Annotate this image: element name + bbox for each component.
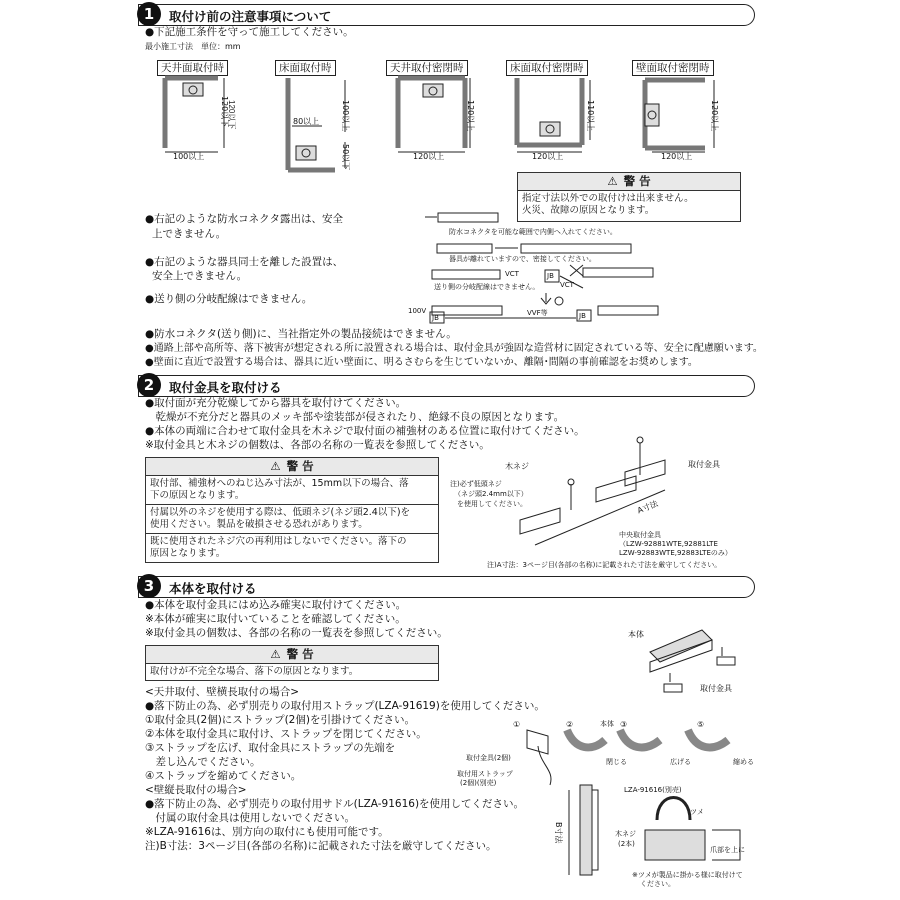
- diagram-label-ceiling: 天井面取付時: [157, 60, 228, 76]
- warning-line: 取付けが不完全な場合、落下の原因となります。: [150, 666, 359, 677]
- note-a: 注)A寸法：3ページ目(各部の名称)に記載された寸法を厳守してください。: [487, 561, 722, 569]
- step-body: 本体: [600, 720, 614, 728]
- step-close: 閉じる: [606, 758, 627, 766]
- min-dimension-label: 最小施工寸法 単位：mm: [145, 42, 241, 51]
- ceiling-heading: <天井取付、壁横長取付の場合>: [145, 686, 300, 698]
- dim-d2-a: 80以上: [293, 117, 320, 126]
- fig3-screw: 木ネジ: [615, 830, 636, 838]
- warning-line: 指定寸法以外での取付けは出来ません。: [522, 193, 694, 204]
- diagram-label-ceiling-sealed: 天井取付密閉時: [386, 60, 468, 76]
- fig-note: 送り側の分岐配線はできません。: [434, 283, 540, 291]
- section-2-header: [138, 375, 755, 397]
- dim-d1-h: 120以下: [227, 100, 236, 130]
- s3-line: ※本体が確実に取付いていることを確認してください。: [145, 613, 406, 625]
- dim-d3-w: 120以上: [413, 152, 445, 161]
- fig-center: （LZW-92881WTE,92881LTE: [619, 540, 718, 548]
- ceiling-line: 差し込んでください。: [145, 756, 261, 768]
- wall-line: 付属の取付金具は使用しないでください。: [145, 812, 355, 824]
- fig-label-100v: 100V: [408, 307, 427, 315]
- section-number: 2: [137, 373, 161, 397]
- warning-title: ⚠ 警 告: [146, 458, 438, 476]
- fig-center: 中央取付金具: [619, 531, 661, 539]
- fig3-b-dim: B寸法: [554, 822, 563, 844]
- fig3-arrow: 爪部を上に: [710, 846, 745, 854]
- ceiling-line: ●落下防止の為、必ず別売りの取付用ストラップ(LZA-91619)を使用してください。: [145, 700, 545, 712]
- step-strap: (2個)(別売): [460, 779, 497, 787]
- s3-line: ●本体を取付金具にはめ込み確実に取付けてください。: [145, 599, 407, 611]
- s2-line: ※取付金具と木ネジの個数は、各部の名称の一覧表を参照してください。: [145, 439, 490, 451]
- fig3-note: ください。: [640, 880, 675, 888]
- fig-center: LZW-92883WTE,92883LTEのみ）: [619, 549, 732, 557]
- dim-d1-h-text: 120以下: [220, 96, 229, 128]
- bullet-line: 上できません。: [152, 228, 227, 240]
- dim-d4-h: 110以上: [586, 100, 595, 132]
- ceiling-line: ①取付金具(2個)にストラップ(2個)を引掛けてください。: [145, 714, 415, 726]
- step-num: ③: [620, 720, 628, 729]
- dim-d4-w: 120以上: [532, 152, 564, 161]
- dim-d2-b: 100以上: [341, 100, 350, 132]
- step-bracket: 取付金具(2個): [466, 754, 511, 762]
- diagram-label-wall-sealed: 壁面取付密閉時: [632, 60, 714, 76]
- warning-row: 取付部、補強材へのねじ込み寸法が、15mm以下の場合、落 下の原因となります。: [146, 476, 438, 505]
- step-num: ①: [513, 720, 521, 729]
- step-shrink: 縮める: [733, 758, 754, 766]
- dim-d2-c: 50以下: [341, 144, 350, 171]
- s2-line: 乾燥が不充分だと器具のメッキ部や塗装部が侵されたり、絶縁不良の原因となります。: [145, 411, 565, 423]
- warning-triangle-icon: ⚠: [270, 459, 281, 473]
- fig-label-vct-2: VCT: [560, 281, 574, 289]
- section-title: 本体を取付ける: [169, 581, 257, 596]
- wall-line: ※LZA-91616は、別方向の取付にも使用可能です。: [145, 826, 389, 838]
- warning-box-2: [145, 457, 439, 563]
- fig-dim-a: A寸法: [636, 498, 660, 516]
- warning-title: ⚠ 警 告: [146, 646, 438, 664]
- section-number: 3: [137, 574, 161, 598]
- fig-label-vvf: VVF等: [527, 309, 548, 317]
- step-strap: 取付用ストラップ: [457, 770, 513, 778]
- fig-label-jb: JB: [547, 272, 554, 280]
- fig-label-vct: VCT: [505, 270, 519, 278]
- wall-line: 注)B寸法：3ページ目(各部の名称)に記載された寸法を厳守してください。: [145, 840, 497, 852]
- section-title: 取付金具を取付ける: [169, 380, 282, 395]
- fig3-screw: (2本): [618, 840, 635, 848]
- fig-bracket: 取付金具: [688, 460, 720, 469]
- warning-line: 火災、故障の原因となります。: [522, 205, 655, 216]
- wall-heading: <壁縦長取付の場合>: [145, 784, 247, 796]
- warning-row: 付属以外のネジを使用する際は、低頭ネジ(ネジ頭2.4以下)を 使用ください。製品を破損させる恐れがあります。: [146, 505, 438, 534]
- section-number: 1: [137, 2, 161, 26]
- warning-title: ⚠ 警 告: [518, 173, 740, 191]
- intro-text: ●下記施工条件を守って施工してください。: [145, 26, 354, 38]
- warning-row: 既に使用されたネジ穴の再利用はしないでください。落下の 原因となります。: [150, 536, 407, 559]
- section-title: 取付け前の注意事項について: [169, 9, 332, 24]
- warning-triangle-icon: ⚠: [270, 647, 281, 661]
- warning-triangle-icon: ⚠: [607, 174, 618, 188]
- fig-wood-screw: 木ネジ: [505, 462, 529, 471]
- note-line: ●壁面に直近で設置する場合は、器具に近い壁面に、明るさむらを生じていないか、離隔･間隔の事前確認をお奨めします。: [145, 357, 698, 368]
- bullet-line: ●送り側の分岐配線はできません。: [145, 293, 313, 305]
- fig-note: （ネジ頭2.4mm以下）: [454, 490, 528, 498]
- warning-box-1: [517, 172, 741, 222]
- dim-d3-h: 120以上: [466, 100, 475, 132]
- s2-line: ●取付面が充分乾燥してから器具を取付けてください。: [145, 397, 407, 409]
- dim-d5-h: 120以上: [710, 100, 719, 132]
- fig-note: を使用してください。: [457, 500, 527, 508]
- dim-d5-w: 120以上: [661, 152, 693, 161]
- dim-d1-w: 100以上: [173, 152, 205, 161]
- wall-line: ●落下防止の為、必ず別売りの取付用サドル(LZA-91616)を使用してください。: [145, 798, 525, 810]
- ceiling-line: ③ストラップを広げ、取付金具にストラップの先端を: [145, 742, 396, 754]
- fig-note: 注)必ず低頭ネジ: [450, 480, 502, 488]
- ceiling-line: ④ストラップを縮めてください。: [145, 770, 302, 782]
- fig-body: 本体: [628, 630, 644, 639]
- warning-box-3: [145, 645, 439, 681]
- ceiling-line: ②本体を取付金具に取付け、ストラップを閉じてください。: [145, 728, 427, 740]
- fig-note: 防水コネクタを可能な範囲で内側へ入れてください。: [449, 228, 617, 236]
- section-3-header: [138, 576, 755, 598]
- diagram-label-floor: 床面取付時: [275, 60, 336, 76]
- step-num: ②: [566, 720, 574, 729]
- fig-label-jb-3: JB: [579, 312, 586, 320]
- s2-line: ●本体の両端に合わせて取付金具を木ネジで取付面の補強材のある位置に取付けてください。: [145, 425, 585, 437]
- note-line: ●防水コネクタ(送り側)に、当社指定外の製品接続はできません。: [145, 328, 457, 340]
- bullet-line: ●右記のような器具同士を離した設置は、: [145, 256, 344, 268]
- bullet-line: 安全上できません。: [152, 270, 248, 282]
- diagram-label-floor-sealed: 床面取付密閉時: [506, 60, 588, 76]
- step-num: ⑤: [697, 720, 705, 729]
- step-spread: 広げる: [670, 758, 691, 766]
- fig-bracket-2: 取付金具: [700, 684, 732, 693]
- note-line: ●通路上部や高所等、落下被害が想定される所に設置される場合は、取付金具が強固な造営材に固定されている等、安全に配慮願います。: [145, 343, 763, 354]
- fig-label-jb-2: JB: [432, 314, 439, 322]
- fig3-note: ※ツメが製品に掛かる様に取付けて: [632, 871, 743, 879]
- fig3-tsume: ツメ: [690, 808, 704, 816]
- s3-line: ※取付金具の個数は、各部の名称の一覧表を参照してください。: [145, 627, 448, 639]
- bullet-line: ●右記のような防水コネクタ露出は、安全: [145, 213, 343, 225]
- fig-note: 器具が離れていますので、密接してください。: [449, 255, 596, 263]
- fig3-model: LZA-91616(別売): [624, 786, 682, 794]
